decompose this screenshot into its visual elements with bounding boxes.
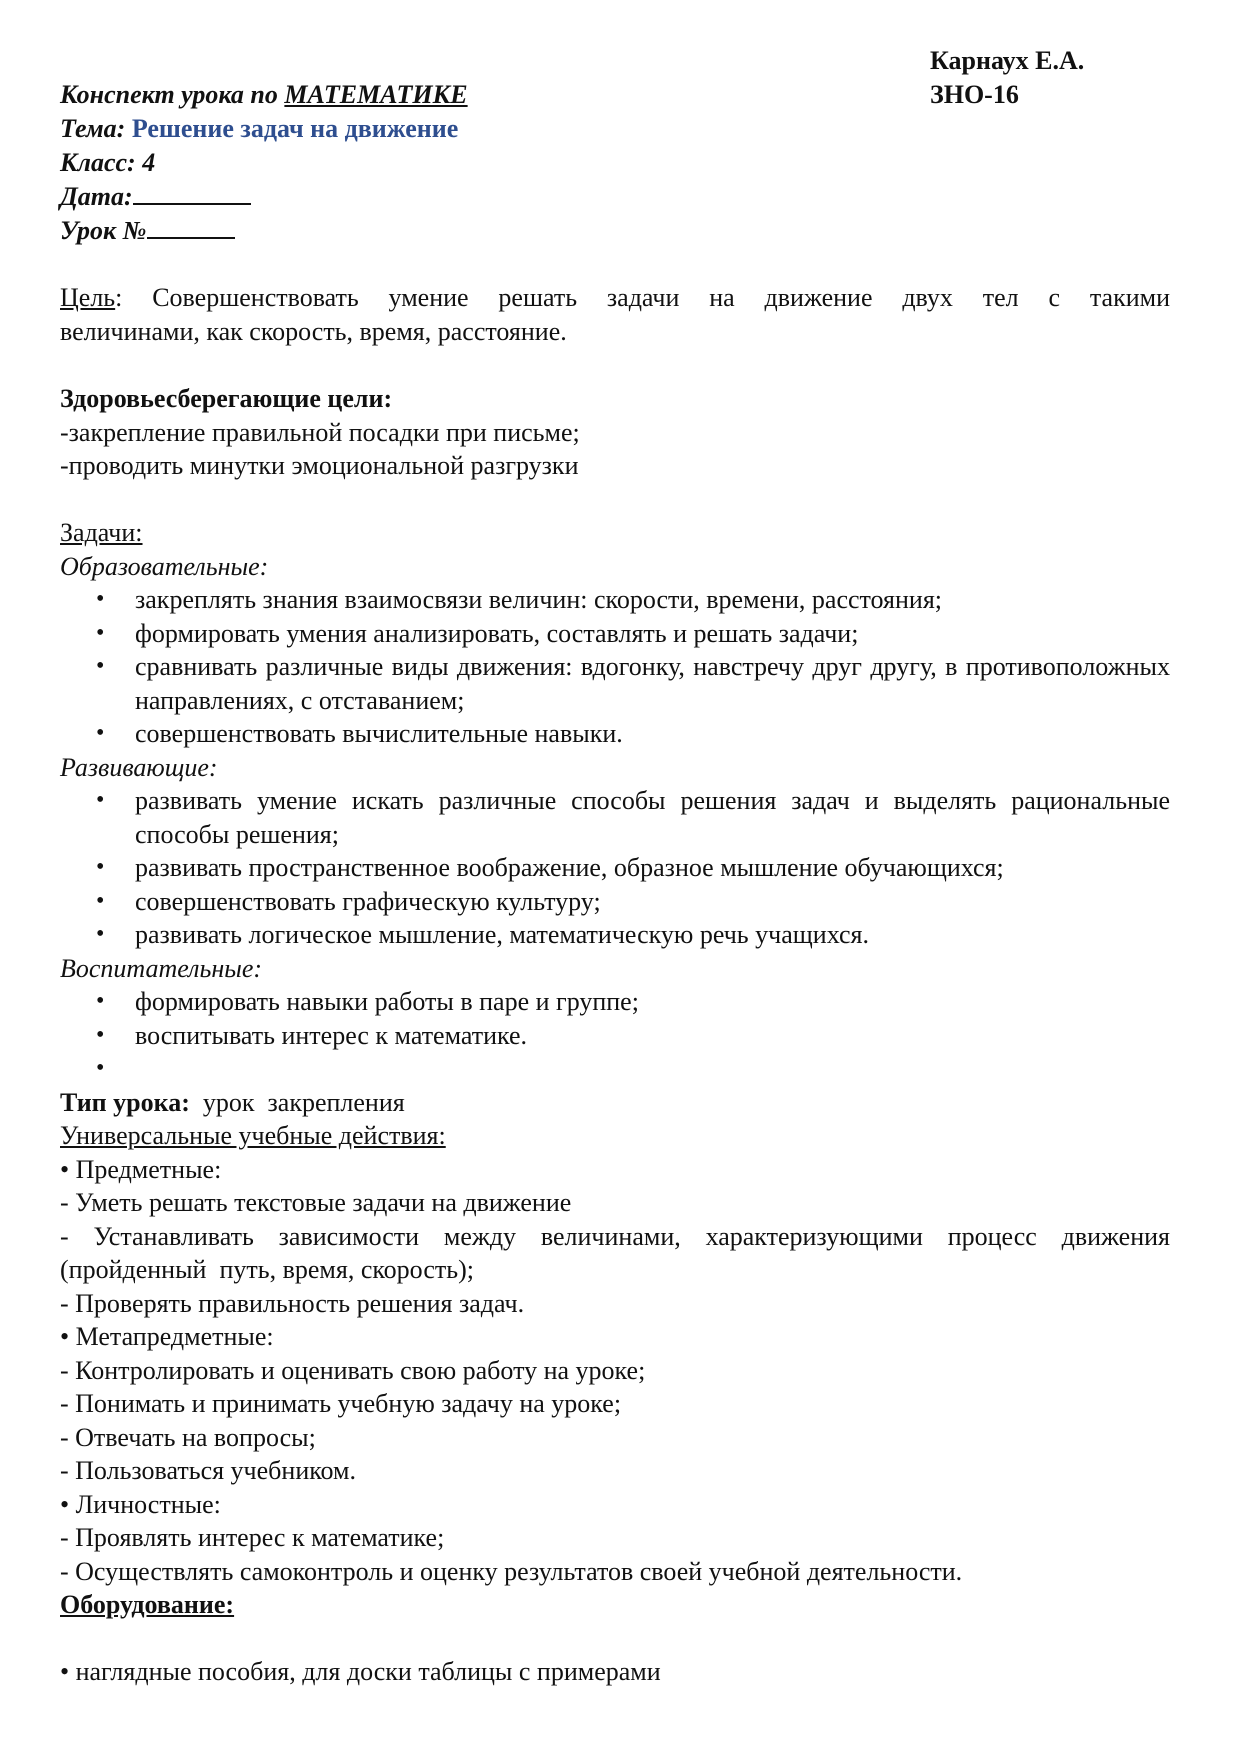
uud-line: - Осуществлять самоконтроль и оценку результатов своей учебной деятельности.: [60, 1556, 963, 1586]
tasks-section: [60, 516, 1170, 1688]
lesson-type-value: урок закрепления: [189, 1087, 405, 1117]
uud-line: - Контролировать и оценивать свою работу на уроке;: [60, 1355, 646, 1385]
uud-line: • Метапредметные:: [60, 1322, 274, 1351]
developing-list: [60, 784, 1170, 952]
uud-heading: Универсальные учебные действия:: [60, 1121, 446, 1150]
list-item: • закреплять знания взаимосвязи величин: скорости, времени, расстояния;: [60, 583, 1170, 617]
topic-line: [60, 112, 458, 146]
goal-section: [60, 281, 1170, 348]
goal-line-2: величинами, как скорость, время, расстояние.: [60, 316, 567, 346]
goal-label: Цель: [60, 283, 116, 312]
list-item: • развивать умение искать различные способы решения задач и выделять рациональные способы решения;: [60, 784, 1170, 851]
date-label: Дата:: [60, 182, 133, 211]
equipment-heading: Оборудование:: [60, 1590, 235, 1619]
goal-text-1: : Совершенствовать умение решать задачи на движение двух тел с такими: [115, 283, 1170, 312]
uud-line: - Уметь решать текстовые задачи на движение: [60, 1188, 572, 1217]
list-item: • совершенствовать вычислительные навыки.: [60, 717, 1170, 751]
lesson-blank: [147, 215, 235, 239]
health-section: [60, 382, 1170, 483]
title-prefix: Конспект урока по: [60, 80, 285, 109]
list-item: • формировать умения анализировать, составлять и решать задачи;: [60, 617, 1170, 651]
list-item: • развивать пространственное воображение, образное мышление обучающихся;: [60, 851, 1170, 885]
uud-line: - Проверять правильность решения задач.: [60, 1288, 525, 1318]
lesson-type-line: [60, 1086, 1170, 1120]
topic-value: Решение задач на движение: [131, 114, 459, 143]
developing-heading: Развивающие:: [60, 752, 218, 782]
date-line: [60, 180, 251, 214]
upbringing-list: [60, 985, 1170, 1086]
list-item: • совершенствовать графическую культуру;: [60, 885, 1170, 919]
educational-heading: Образовательные:: [60, 551, 269, 581]
uud-line: - Пользоваться учебником.: [60, 1456, 357, 1485]
health-heading: Здоровьесберегающие цели:: [60, 384, 393, 413]
list-item: • развивать логическое мышление, математическую речь учащихся.: [60, 918, 1170, 952]
uud-line: (пройденный путь, время, скорость);: [60, 1255, 474, 1284]
title-subject: МАТЕМАТИКЕ: [284, 80, 468, 109]
goal-line-1: [60, 281, 1170, 315]
uud-line: - Понимать и принимать учебную задачу на уроке;: [60, 1389, 622, 1418]
health-item: -проводить минутки эмоциональной разгрузки: [60, 451, 579, 480]
list-item: • сравнивать различные виды движения: вдогонку, навстречу друг другу, в противоположных направлениях, с отставанием;: [60, 650, 1170, 717]
date-blank: [133, 181, 251, 205]
document-title: [60, 78, 468, 112]
educational-list: [60, 583, 1170, 751]
lesson-number-line: [60, 214, 235, 248]
equipment-item: • наглядные пособия, для доски таблицы с примерами: [60, 1656, 661, 1686]
list-item: • формировать навыки работы в паре и группе;: [60, 985, 1170, 1019]
tasks-heading: Задачи:: [60, 518, 143, 547]
health-item: -закрепление правильной посадки при письме;: [60, 417, 580, 447]
list-item: • воспитывать интерес к математике.: [60, 1019, 1170, 1053]
upbringing-heading: Воспитательные:: [60, 953, 263, 983]
topic-label: Тема:: [60, 114, 126, 143]
lesson-label: Урок №: [60, 216, 147, 245]
lesson-type-label: Тип урока:: [60, 1087, 190, 1117]
class-line: Класс: 4: [60, 148, 156, 177]
uud-line: - Отвечать на вопросы;: [60, 1422, 316, 1452]
uud-line: - Устанавливать зависимости между величинами, характеризующими процесс движения: [60, 1221, 1170, 1251]
list-item: [60, 1052, 1170, 1086]
uud-line: - Проявлять интерес к математике;: [60, 1523, 445, 1552]
author-name: Карнаух Е.А.: [930, 46, 1085, 75]
author-group: ЗНО-16: [930, 80, 1019, 109]
uud-line: • Предметные:: [60, 1154, 222, 1184]
uud-line: • Личностные:: [60, 1489, 221, 1519]
